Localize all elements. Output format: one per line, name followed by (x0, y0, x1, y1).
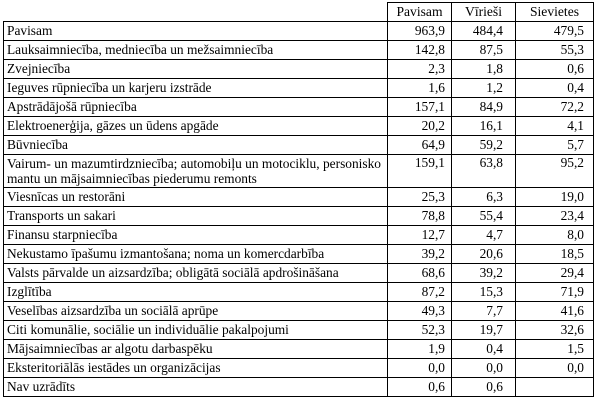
row-label: Elektroenerģija, gāzes un ūdens apgāde (4, 117, 388, 136)
cell-men: 20,6 (452, 245, 516, 264)
cell-women: 5,7 (516, 136, 594, 155)
row-label: Finansu starpniecība (4, 226, 388, 245)
cell-women: 18,5 (516, 245, 594, 264)
cell-men: 59,2 (452, 136, 516, 155)
header-women: Sievietes (516, 3, 594, 22)
cell-total: 64,9 (388, 136, 452, 155)
cell-men: 0,6 (452, 378, 516, 397)
table-row (4, 155, 594, 188)
cell-men: 55,4 (452, 207, 516, 226)
cell-women: 4,1 (516, 117, 594, 136)
cell-total: 87,2 (388, 283, 452, 302)
cell-women: 8,0 (516, 226, 594, 245)
table-row (4, 359, 594, 378)
table-row (4, 378, 594, 397)
table-row (4, 321, 594, 340)
cell-men: 0,4 (452, 340, 516, 359)
cell-total: 68,6 (388, 264, 452, 283)
table-row (4, 136, 594, 155)
cell-men: 6,3 (452, 188, 516, 207)
row-label: Ieguves rūpniecība un karjeru izstrāde (4, 79, 388, 98)
cell-men: 1,2 (452, 79, 516, 98)
cell-total: 49,3 (388, 302, 452, 321)
table-row (4, 245, 594, 264)
row-label: Nav uzrādīts (4, 378, 388, 397)
header-row (4, 3, 594, 22)
cell-men: 39,2 (452, 264, 516, 283)
cell-men: 15,3 (452, 283, 516, 302)
cell-total: 1,6 (388, 79, 452, 98)
cell-total: 52,3 (388, 321, 452, 340)
row-label: Vairum- un mazumtirdzniecība; automobiļu un motociklu, personisko mantu un mājsaimniecības piederumu remonts (4, 155, 388, 188)
cell-men: 0,0 (452, 359, 516, 378)
row-label: Mājsaimniecības ar algotu darbaspēku (4, 340, 388, 359)
row-label: Veselības aizsardzība un sociālā aprūpe (4, 302, 388, 321)
cell-total: 142,8 (388, 41, 452, 60)
cell-men: 7,7 (452, 302, 516, 321)
row-label: Citi komunālie, sociālie un individuālie pakalpojumi (4, 321, 388, 340)
cell-total: 12,7 (388, 226, 452, 245)
cell-men: 84,9 (452, 98, 516, 117)
table-row (4, 60, 594, 79)
row-label: Lauksaimniecība, medniecība un mežsaimniecība (4, 41, 388, 60)
cell-men: 63,8 (452, 155, 516, 188)
cell-women: 55,3 (516, 41, 594, 60)
row-label: Būvniecība (4, 136, 388, 155)
cell-total: 20,2 (388, 117, 452, 136)
cell-women: 0,6 (516, 60, 594, 79)
table-container (3, 2, 594, 397)
table-row (4, 302, 594, 321)
table-row (4, 98, 594, 117)
cell-women: 19,0 (516, 188, 594, 207)
table-row (4, 207, 594, 226)
cell-women: 0,4 (516, 79, 594, 98)
row-label: Eksteritoriālās iestādes un organizācijas (4, 359, 388, 378)
table-row (4, 79, 594, 98)
cell-total: 157,1 (388, 98, 452, 117)
cell-women: 0,0 (516, 359, 594, 378)
cell-women: 32,6 (516, 321, 594, 340)
cell-men: 484,4 (452, 22, 516, 41)
cell-total: 25,3 (388, 188, 452, 207)
table-row (4, 188, 594, 207)
cell-total: 1,9 (388, 340, 452, 359)
cell-women (516, 378, 594, 397)
cell-women: 71,9 (516, 283, 594, 302)
table-row (4, 340, 594, 359)
header-men: Vīrieši (452, 3, 516, 22)
row-label: Izglītība (4, 283, 388, 302)
row-label: Valsts pārvalde un aizsardzība; obligātā sociālā apdrošināšana (4, 264, 388, 283)
row-label: Zvejniecība (4, 60, 388, 79)
table-row (4, 283, 594, 302)
cell-women: 479,5 (516, 22, 594, 41)
cell-women: 95,2 (516, 155, 594, 188)
cell-total: 0,6 (388, 378, 452, 397)
cell-men: 1,8 (452, 60, 516, 79)
table-row (4, 226, 594, 245)
table-row (4, 22, 594, 41)
cell-men: 16,1 (452, 117, 516, 136)
cell-men: 87,5 (452, 41, 516, 60)
header-blank-cell (4, 3, 388, 22)
row-label: Pavisam (4, 22, 388, 41)
row-label: Nekustamo īpašumu izmantošana; noma un komercdarbība (4, 245, 388, 264)
table-row (4, 117, 594, 136)
cell-total: 0,0 (388, 359, 452, 378)
cell-women: 29,4 (516, 264, 594, 283)
cell-women: 72,2 (516, 98, 594, 117)
row-label: Apstrādājošā rūpniecība (4, 98, 388, 117)
cell-men: 4,7 (452, 226, 516, 245)
cell-total: 39,2 (388, 245, 452, 264)
cell-total: 963,9 (388, 22, 452, 41)
cell-women: 23,4 (516, 207, 594, 226)
row-label: Transports un sakari (4, 207, 388, 226)
cell-women: 41,6 (516, 302, 594, 321)
row-label: Viesnīcas un restorāni (4, 188, 388, 207)
cell-total: 159,1 (388, 155, 452, 188)
employment-by-sector-table (3, 2, 594, 397)
table-row (4, 264, 594, 283)
header-total: Pavisam (388, 3, 452, 22)
table-row (4, 41, 594, 60)
cell-total: 2,3 (388, 60, 452, 79)
cell-total: 78,8 (388, 207, 452, 226)
cell-women: 1,5 (516, 340, 594, 359)
cell-men: 19,7 (452, 321, 516, 340)
